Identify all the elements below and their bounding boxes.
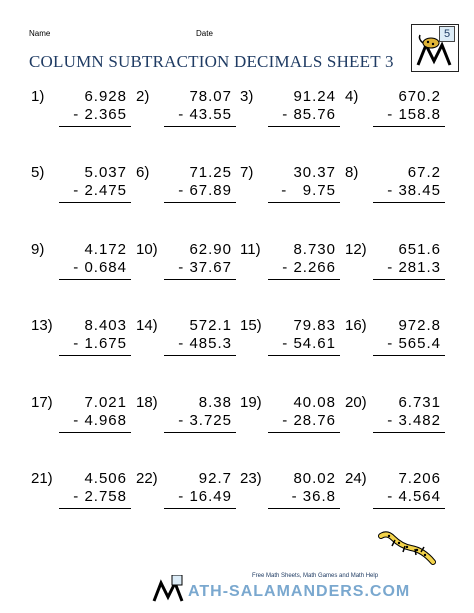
subtrahend: - 281.3 [387, 259, 441, 276]
minuend: 972.8 [398, 317, 441, 334]
subtrahend: - 0.684 [73, 259, 127, 276]
answer-line [59, 202, 131, 203]
answer-line [164, 126, 236, 127]
answer-line [59, 355, 131, 356]
problem-number: 9) [31, 241, 45, 258]
minuend: 6.928 [84, 88, 127, 105]
problem-number: 24) [345, 470, 367, 487]
minuend: 78.07 [189, 88, 232, 105]
problem-number: 11) [240, 241, 261, 258]
answer-line [373, 508, 445, 509]
problem-number: 2) [136, 88, 150, 105]
problem-number: 3) [240, 88, 254, 105]
problem-number: 19) [240, 394, 262, 411]
problem-24 [345, 470, 457, 516]
problem-number: 15) [240, 317, 262, 334]
problem-19 [240, 394, 352, 440]
answer-line [268, 126, 340, 127]
problem-number: 5) [31, 164, 45, 181]
problem-number: 17) [31, 394, 53, 411]
footer-tagline: Free Math Sheets, Math Games and Math Help [252, 573, 379, 579]
subtrahend: - 1.675 [73, 335, 127, 352]
answer-line [268, 279, 340, 280]
answer-line [373, 126, 445, 127]
problem-2 [136, 88, 248, 134]
minuend: 8.403 [84, 317, 127, 334]
problem-number: 23) [240, 470, 262, 487]
problem-23 [240, 470, 352, 516]
minuend: 6.731 [398, 394, 441, 411]
problem-10 [136, 241, 248, 287]
minuend: 79.83 [293, 317, 336, 334]
subtrahend: - 4.968 [73, 412, 127, 429]
subtrahend: - 2.475 [73, 182, 127, 199]
problem-9 [31, 241, 143, 287]
answer-line [59, 508, 131, 509]
minuend: 71.25 [189, 164, 232, 181]
problem-11 [240, 241, 352, 287]
answer-line [164, 355, 236, 356]
problem-number: 13) [31, 317, 53, 334]
subtrahend: - 2.266 [282, 259, 336, 276]
problem-number: 10) [136, 241, 158, 258]
minuend: 30.37 [293, 164, 336, 181]
answer-line [373, 202, 445, 203]
answer-line [59, 279, 131, 280]
problem-12 [345, 241, 457, 287]
subtrahend: - 36.8 [291, 488, 336, 505]
minuend: 7.021 [84, 394, 127, 411]
problem-number: 22) [136, 470, 158, 487]
salamander-icon [377, 528, 437, 568]
problem-14 [136, 317, 248, 363]
name-label: Name [29, 29, 51, 38]
problem-22 [136, 470, 248, 516]
problem-number: 7) [240, 164, 254, 181]
subtrahend: - 9.75 [281, 182, 336, 199]
minuend: 7.206 [398, 470, 441, 487]
footer-brand [152, 565, 452, 609]
answer-line [164, 279, 236, 280]
problem-1 [31, 88, 143, 134]
minuend: 670.2 [398, 88, 441, 105]
problem-4 [345, 88, 457, 134]
problem-number: 8) [345, 164, 359, 181]
problem-number: 6) [136, 164, 150, 181]
logo [411, 24, 459, 72]
problem-number: 4) [345, 88, 359, 105]
problem-number: 20) [345, 394, 367, 411]
answer-line [164, 202, 236, 203]
minuend: 40.08 [293, 394, 336, 411]
minuend: 62.90 [189, 241, 232, 258]
minuend: 4.506 [84, 470, 127, 487]
subtrahend: - 2.365 [73, 106, 127, 123]
subtrahend: - 85.76 [282, 106, 336, 123]
minuend: 91.24 [293, 88, 336, 105]
problem-number: 16) [345, 317, 367, 334]
problem-17 [31, 394, 143, 440]
subtrahend: - 485.3 [178, 335, 232, 352]
answer-line [373, 355, 445, 356]
subtrahend: - 16.49 [178, 488, 232, 505]
problem-6 [136, 164, 248, 210]
problem-18 [136, 394, 248, 440]
problem-8 [345, 164, 457, 210]
subtrahend: - 4.564 [387, 488, 441, 505]
problem-20 [345, 394, 457, 440]
answer-line [268, 202, 340, 203]
problem-15 [240, 317, 352, 363]
footer-brand-name: ATH-SALAMANDERS.COM [188, 583, 411, 600]
answer-line [373, 279, 445, 280]
subtrahend: - 38.45 [387, 182, 441, 199]
problem-5 [31, 164, 143, 210]
logo-number: 5 [439, 26, 455, 42]
date-label: Date [196, 29, 213, 38]
answer-line [164, 508, 236, 509]
minuend: 8.38 [198, 394, 232, 411]
minuend: 5.037 [84, 164, 127, 181]
problem-16 [345, 317, 457, 363]
subtrahend: - 43.55 [178, 106, 232, 123]
subtrahend: - 28.76 [282, 412, 336, 429]
minuend: 4.172 [84, 241, 127, 258]
subtrahend: - 37.67 [178, 259, 232, 276]
problem-number: 21) [31, 470, 53, 487]
minuend: 80.02 [293, 470, 336, 487]
problem-number: 12) [345, 241, 367, 258]
subtrahend: - 2.758 [73, 488, 127, 505]
subtrahend: - 3.482 [387, 412, 441, 429]
subtrahend: - 54.61 [282, 335, 336, 352]
answer-line [373, 432, 445, 433]
minuend: 572.1 [189, 317, 232, 334]
subtrahend: - 67.89 [178, 182, 232, 199]
answer-line [164, 432, 236, 433]
problem-number: 1) [31, 88, 45, 105]
footer-logo-icon [152, 575, 186, 603]
minuend: 651.6 [398, 241, 441, 258]
answer-line [268, 432, 340, 433]
subtrahend: - 565.4 [387, 335, 441, 352]
answer-line [268, 508, 340, 509]
problem-3 [240, 88, 352, 134]
answer-line [59, 432, 131, 433]
page-title: COLUMN SUBTRACTION DECIMALS SHEET 3 [29, 52, 394, 71]
minuend: 92.7 [198, 470, 232, 487]
problem-number: 14) [136, 317, 158, 334]
answer-line [59, 126, 131, 127]
minuend: 8.730 [293, 241, 336, 258]
subtrahend: - 3.725 [178, 412, 232, 429]
problem-13 [31, 317, 143, 363]
answer-line [268, 355, 340, 356]
problem-number: 18) [136, 394, 158, 411]
problem-7 [240, 164, 352, 210]
subtrahend: - 158.8 [387, 106, 441, 123]
problem-21 [31, 470, 143, 516]
minuend: 67.2 [407, 164, 441, 181]
